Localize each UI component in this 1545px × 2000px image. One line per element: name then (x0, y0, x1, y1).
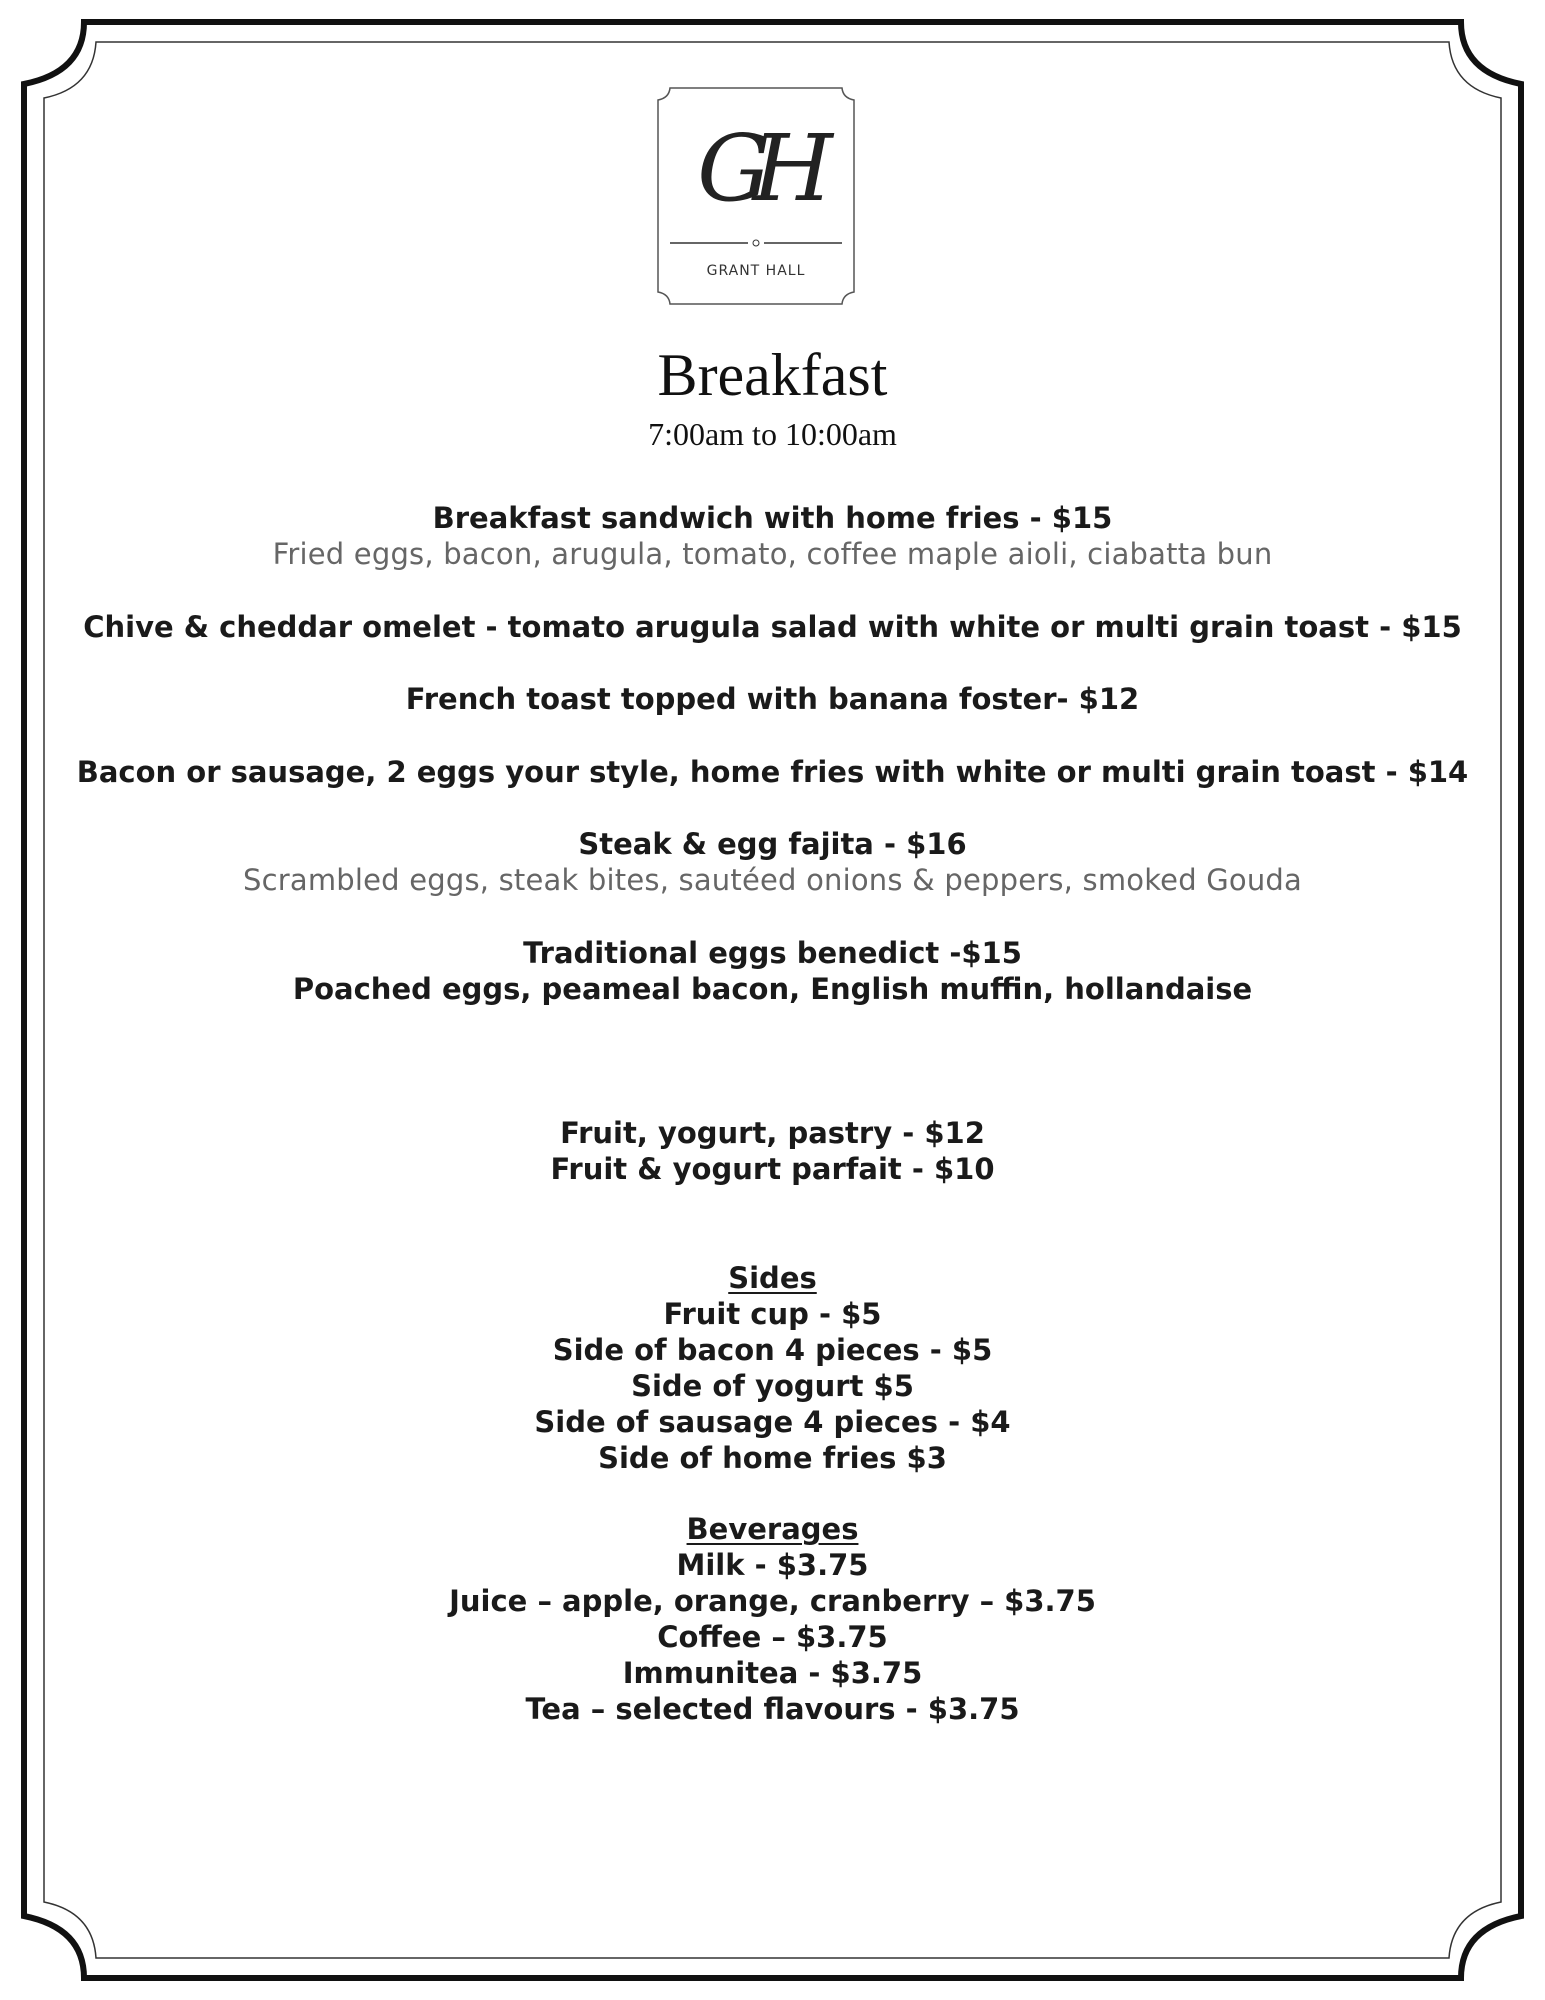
menu-item-fajita-desc: Scrambled eggs, steak bites, sautéed onions & peppers, smoked Gouda (242, 863, 1303, 897)
menu-item-omelet: Chive & cheddar omelet - tomato arugula salad with white or multi grain toast - $15 (83, 610, 1462, 644)
beverages-heading-text: Beverages (686, 1512, 859, 1546)
menu-item-bacon-eggs: Bacon or sausage, 2 eggs your style, home fries with white or multi grain toast - $14 (76, 755, 1469, 789)
side-item: Side of home fries $3 (598, 1441, 947, 1475)
sides-heading-text: Sides (728, 1261, 817, 1295)
menu-item-sandwich-desc: Fried eggs, bacon, arugula, tomato, coffee maple aioli, ciabatta bun (272, 537, 1273, 571)
menu-item-fajita: Steak & egg fajita - $16 (578, 827, 967, 861)
service-hours: 7:00am to 10:00am (648, 416, 897, 452)
sides-heading (0, 1260, 1545, 1296)
side-item: Side of yogurt $5 (631, 1369, 914, 1403)
logo-monogram: GH (697, 115, 815, 222)
menu-item-sandwich: Breakfast sandwich with home fries - $15 (432, 501, 1113, 535)
menu-item-fruit-pastry: Fruit, yogurt, pastry - $12 (560, 1116, 985, 1150)
grant-hall-logo (656, 86, 856, 306)
menu-item-french-toast: French toast topped with banana foster- $12 (405, 682, 1140, 716)
beverage-item: Tea – selected flavours - $3.75 (525, 1692, 1020, 1726)
menu-title: Breakfast (657, 342, 888, 408)
side-item: Side of sausage 4 pieces - $4 (534, 1405, 1011, 1439)
beverage-item: Immunitea - $3.75 (622, 1656, 923, 1690)
beverages-heading (0, 1511, 1545, 1547)
logo-brand-name: GRANT HALL (706, 263, 806, 279)
menu-item-parfait: Fruit & yogurt parfait - $10 (550, 1152, 995, 1186)
side-item: Fruit cup - $5 (663, 1297, 882, 1331)
beverage-item: Milk - $3.75 (676, 1548, 869, 1582)
menu-item-benedict-desc: Poached eggs, peameal bacon, English muffin, hollandaise (292, 972, 1253, 1006)
beverage-item: Coffee – $3.75 (657, 1620, 888, 1654)
side-item: Side of bacon 4 pieces - $5 (552, 1333, 993, 1367)
beverage-item: Juice – apple, orange, cranberry – $3.75 (449, 1584, 1096, 1618)
menu-item-benedict: Traditional eggs benedict -$15 (523, 936, 1022, 970)
